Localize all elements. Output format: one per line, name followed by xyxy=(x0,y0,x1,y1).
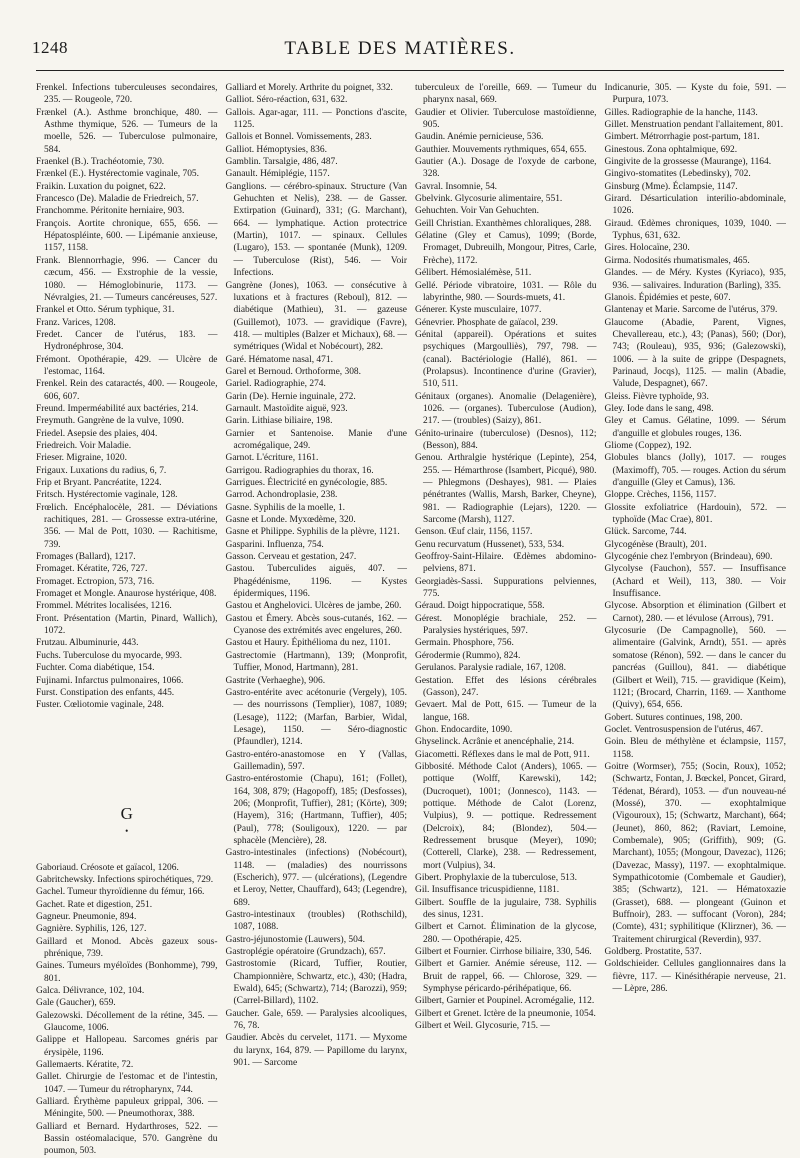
index-entry: Glaucome (Abadie, Parent, Vignes, Chevallereau, etc.), 43; (Panas), 560; (Dor), 743; (Rouleau), 935, 936; (Galezowski), 1006. — à la suite de grippe (Despagnets, Parinaud, Jocqs), 1125. — malin (Abadie, Valude, Despagnet), 667. xyxy=(604,317,786,390)
index-entry: Garrigou. Radiographies du thorax, 16. xyxy=(225,465,374,476)
index-entry: Gaudin. Anémie pernicieuse, 536. xyxy=(415,132,544,143)
index-entry: Germain. Phosphore, 756. xyxy=(415,638,514,649)
index-entry: Gallois. Agar-agar, 111. — Ponctions d'ascite, 1125. xyxy=(225,107,407,131)
index-entry: Ginestous. Zona ophtalmique, 692. xyxy=(604,144,738,155)
index-entry: Frémont. Opothérapie, 429. — Ulcère de l'estomac, 1164. xyxy=(36,354,218,377)
index-entry: Ghon. Endocardite, 1090. xyxy=(415,724,513,735)
index-entry: Galliot. Hémoptysies, 836. xyxy=(225,144,327,155)
index-entry: Girma. Nodosités rhumatismales, 465. xyxy=(604,255,750,266)
index-entry: Gagneur. Pneumonie, 894. xyxy=(36,911,137,922)
index-entry: Glycogénie chez l'embryon (Brindeau), 690. xyxy=(604,552,773,563)
index-entry: Gilbert, Garnier et Poupinel. Acromégalie, 112. xyxy=(415,996,595,1007)
index-entry: Frænkel (E.). Hystérectomie vaginale, 705. xyxy=(36,169,200,180)
index-entry: Gautier (A.). Dosage de l'oxyde de carbone, 328. xyxy=(415,157,597,180)
index-entry: Génitaux (organes). Anomalie (Delagenière), 1026. — (organes). Tuberculose (Audion), 217. — (troubles) (Saizy), 861. xyxy=(415,391,597,427)
index-entry: Freymuth. Gangrène de la vulve, 1090. xyxy=(36,416,184,427)
index-entry: Galippe et Hallopeau. Sarcomes gnéris par érysipèle, 1196. xyxy=(36,1035,218,1058)
index-entry: Gestation. Effet des lésions cérébrales (Gasson), 247. xyxy=(415,675,597,698)
index-entry: Gallemaerts. Kératite, 72. xyxy=(36,1060,134,1071)
index-entry: Genson. Œuf clair, 1156, 1157. xyxy=(415,527,533,538)
index-entry: Ginsburg (Mme). Éclampsie, 1147. xyxy=(604,181,738,192)
index-entry: Frœlich. Encéphalocèle, 281. — Déviations rachitiques, 281. — Grossesse extra-utérine, 356. — Mal de Pott, 1030. — Rachitisme, 739. xyxy=(36,502,218,550)
index-entry: Frigaux. Luxations du radius, 6, 7. xyxy=(36,465,167,476)
index-entry: Gliome (Coppez), 192. xyxy=(604,440,692,451)
index-entry: Gbelvink. Glycosurie alimentaire, 551. xyxy=(415,194,563,205)
index-entry: Gley et Camus. Gélatine, 1099. — Sérum d'anguille et globules rouges, 136. xyxy=(604,416,786,439)
index-columns xyxy=(36,82,786,1157)
index-entry: Giraud. Œdèmes chroniques, 1039, 1040. — Typhus, 631, 632. xyxy=(604,218,786,242)
index-entry: Gaboriaud. Créosote et gaïacol, 1206. xyxy=(36,862,179,873)
index-entry: Gilbert. Souffle de la jugulaire, 738. Syphilis des sinus, 1231. xyxy=(415,897,597,921)
index-entry: Gastro-entéro-anastomose en Y (Vallas, Gaillemadin), 597. xyxy=(225,749,407,772)
index-entry: Fromaget. Kératite, 726, 727. xyxy=(36,564,148,575)
index-entry: Gellé. Période vibratoire, 1031. — Rôle du labyrinthe, 980. — Sourds-muets, 41. xyxy=(415,280,597,303)
page-number: 1248 xyxy=(32,38,68,57)
index-entry: Fuchter. Coma diabétique, 154. xyxy=(36,663,155,674)
index-entry: Fromaget et Mongle. Anaurose hystérique, 408. xyxy=(36,589,217,600)
index-entry: Gastro-intestinaux (troubles) (Rothschild), 1087, 1088. xyxy=(225,910,407,933)
index-entry: Gilbert et Carnot. Élimination de la glycose, 280. — Opothérapie, 425. xyxy=(415,922,597,945)
index-entry: Glycose. Absorption et élimination (Gilbert et Carnot), 280. — et lévulose (Arrous), 791. xyxy=(604,601,786,624)
index-entry: Ganglions. — cérébro-spinaux. Structure (Van Gehuchten et Nelis), 238. — de Gasser. Extirpation (Guinard), 331; (G. Marchant), 664. — lymphatique. Action protectrice (Martin), 1017. — spinaux. Cellules (Lugaro), 153. — spontanée (Munk), 1209. — Tuberculose (Rist), 546. — Voir Infections. xyxy=(225,181,407,279)
index-entry: Gachet. Rate et digestion, 251. xyxy=(36,899,153,910)
index-entry: Glandes. — de Méry. Kystes (Kyriaco), 935, 936. — salivaires. Induration (Barling), 335. xyxy=(604,268,786,291)
index-entry: Gires. Holocaïne, 230. xyxy=(604,243,690,254)
index-entry: Galliot. Séro-réaction, 631, 632. xyxy=(225,95,348,106)
index-entry: Globules blancs (Jolly), 1017. — rouges (Maximoff), 705. — rouges. Action du sérum d'anguille (Gley et Camus), 136. xyxy=(604,453,786,488)
index-entry: Gauthier. Mouvements rythmiques, 654, 655. xyxy=(415,144,587,155)
index-entry: Franchomme. Péritonite herniaire, 903. xyxy=(36,206,185,217)
index-entry: Gilbert et Fournier. Cirrhose biliaire, 330, 546. xyxy=(415,947,592,958)
index-entry: Gagnière. Syphilis, 126, 127. xyxy=(36,924,147,935)
index-entry: Franz. Varices, 1208. xyxy=(36,317,116,328)
index-entry: Francesco (De). Maladie de Friedreich, 57. xyxy=(36,194,199,205)
index-entry: Frænkel (A.). Asthme bronchique, 480. — Asthme thymique, 526. — Tumeurs de la moelle, 526. — Tuberculose pulmonaire, 584. xyxy=(36,107,218,155)
index-entry: Fraikin. Luxation du poignet, 622. xyxy=(36,181,166,192)
index-entry: Gasparini. Influenza, 754. xyxy=(225,539,324,550)
index-entry: Gilbert et Grenet. Ictère de la pneumonie, 1054. xyxy=(415,1008,596,1019)
index-entry: Gaudier et Olivier. Tuberculose mastoïdienne, 905. xyxy=(415,107,597,131)
index-entry: Galliard et Bernard. Hydarthroses, 522. — Bassin ostéomalacique, 570. Gangrène du poumon, 503. xyxy=(36,1121,218,1157)
index-entry: Galezowski. Décollement de la rétine, 345. — Glaucome, 1006. xyxy=(36,1010,218,1033)
index-entry: Goitre (Wormser), 755; (Socin, Roux), 1052; (Schwartz, Fontan, J. Bœckel, Poncet, Girard, Tédenat, Bérard), 1053. — d'un nouveau-né (Mossé), 370. — exophtalmique (Vigouroux), 15; (Schwartz, Marchant), 664; (Jeunet), 860, 862; (Raviart, Lemoine, Combemale), 905; (Griffith), 909; (G. Marchant), 1055; (Mongour, Davezac), 1126; (Davezac, Massy), 1197. — exophtalmique. Sympathicotomie (Combemale et Gaudier), 385; (Schwartz), 121. — Hématoxazie (Grasset), 688. — plongeant (Guinon et Buffnoir), 283. — suffocant (Voron), 284; (Comte), 431; syphilitique (Klirzner), 36. — Traitement chirurgical (Reverdin), 937. xyxy=(604,761,786,945)
index-entry: Goldschieider. Cellules ganglionnaires dans la fièvre, 117. — Kinésithérapie nerveuse, 21. — Lèpre, 286. xyxy=(604,959,786,995)
index-entry: Glanois. Épidémies et peste, 607. xyxy=(604,292,731,303)
index-entry: Fuster. Cœliotomie vaginale, 248. xyxy=(36,700,164,711)
index-entry: Gastro-entérostomie (Chapu), 161; (Follet), 164, 308, 879; (Hagopoff), 185; (Desfosses), 206; (Monprofit, Tuffier), 281; (Körte), 309; (Hayem), 316; (Hartmann, Tuffier), 405; (Paul), 778; (Souligoux), 1220. — par sphacèle (Mencière), 28. xyxy=(225,774,407,846)
index-entry: Front. Présentation (Martin, Pinard, Wallich), 1072. xyxy=(36,613,218,637)
index-entry: Gilles. Radiographie de la hanche, 1143. xyxy=(604,107,758,118)
section-letter: G xyxy=(120,803,133,823)
index-entry: Gaines. Tumeurs myéloïdes (Bonhomme), 799, 801. xyxy=(36,961,218,984)
index-entry: Génerer. Kyste musculaire, 1077. xyxy=(415,305,542,316)
index-column-3 xyxy=(415,82,597,1158)
index-entry: Geoffroy-Saint-Hilaire. Œdèmes abdomino-pelviens, 871. xyxy=(415,552,597,575)
index-entry: Gastou et Anghelovici. Ulcères de jambe, 260. xyxy=(225,601,402,612)
index-entry: Frankel et Otto. Sérum typhique, 31. xyxy=(36,305,175,316)
index-entry: Glycosurie (De Campagnolle), 560. — alimentaire (Galvink, Arndt), 551. — après somatose (Rénon), 592. — dans le cancer du pancréas (Guillou), 841. — diabétique (Gilbert et Weil), 715. — gravidique (Keim), 1121; (Brocard, Charrin, 1169. — Xanthome (Quivy), 654, 656. xyxy=(604,626,786,711)
index-entry: Gil. Insuffisance tricuspidienne, 1181. xyxy=(415,885,560,896)
index-column-2 xyxy=(226,82,408,1158)
index-entry: Gariel. Radiographie, 274. xyxy=(225,379,326,390)
index-column-1 xyxy=(36,82,218,1158)
index-entry: Gasne et Philippe. Syphilis de la plèvre, 1121. xyxy=(225,527,400,538)
index-entry: Gastrite (Verhaeghe), 906. xyxy=(225,675,326,686)
index-entry: Garrigues. Électricité en gynécologie, 885. xyxy=(225,478,388,488)
index-entry: Gélibert. Hémosialémèse, 511. xyxy=(415,268,532,279)
index-entry: Gasne et Londe. Myxœdème, 320. xyxy=(225,515,356,526)
index-entry: Gastou et Haury. Épithélioma du nez, 1101. xyxy=(225,638,391,649)
index-entry: Goldberg. Prostatite, 537. xyxy=(604,947,702,958)
index-entry: Gaillard et Monod. Abcès gazeux sous-phrénique, 739. xyxy=(36,936,218,959)
page-header xyxy=(0,38,800,70)
index-column-4 xyxy=(605,82,787,1158)
index-entry: Gaudier. Abcès du cervelet, 1171. — Myxome du larynx, 164, 879. — Papillome du larynx, 901. — Sarcome xyxy=(225,1033,407,1069)
index-entry: Frutzau. Albuminurie, 443. xyxy=(36,638,139,649)
index-entry: Georgiadès-Sassi. Suppurations pelviennes, 775. xyxy=(415,576,597,600)
section-letter-mark: • xyxy=(125,825,129,836)
index-entry: Freund. Imperméabilité aux bactéries, 214. xyxy=(36,403,199,414)
page-title: TABLE DES MATIÈRES. xyxy=(284,38,516,59)
index-entry: Gélatine (Gley et Camus), 1099; (Borde, Fromaget, Dubreuilh, Mongour, Pitres, Carle, Frèche), 1172. xyxy=(415,231,597,266)
index-entry: Fritsch. Hystérectomie vaginale, 128. xyxy=(36,490,178,501)
index-entry: Gimbert. Métrorrhagie post-partum, 181. xyxy=(604,132,760,143)
index-entry: Gevaert. Mal de Pott, 615. — Tumeur de la langue, 168. xyxy=(415,700,597,723)
index-entry: Gavral. Insomnie, 54. xyxy=(415,181,498,192)
index-entry: Gastro-entérite avec acétonurie (Vergely), 105. — des nourrissons (Templier), 1087, 1089; (Lesage), 1122; (Marfan, Barbier, Widal, Lesage), 1150. — Séro-diagnostic (Pfaundler), 1214. xyxy=(225,687,407,748)
index-entry: Frieser. Migraine, 1020. xyxy=(36,453,127,464)
index-entry: Gastroplégie opératoire (Grundzach), 657. xyxy=(225,947,386,958)
index-entry: Gingivo-stomatites (Lebedinsky), 702. xyxy=(604,169,751,180)
index-entry: Fraenkel (B.). Trachéotomie, 730. xyxy=(36,157,165,168)
index-entry: Gérest. Monoplégie brachiale, 252. — Paralysies hystériques, 597. xyxy=(415,613,597,637)
index-entry: Garnault. Mastoïdite aiguë, 923. xyxy=(225,403,348,414)
index-entry: Gastro-jéjunostomie (Lauwers), 504. xyxy=(225,934,365,945)
index-entry: Garel et Bernoud. Orthoforme, 308. xyxy=(225,366,361,377)
index-entry: Gloppe. Crèches, 1156, 1157. xyxy=(604,490,717,501)
index-entry: Fromaget. Ectropion, 573, 716. xyxy=(36,576,155,587)
index-entry: Galca. Délivrance, 102, 104. xyxy=(36,985,145,996)
index-entry: Gérodermie (Rummo), 824. xyxy=(415,650,521,661)
index-entry: Galliard. Érythème papuleux grippal, 306. — Méningite, 500. — Pneumothorax, 388. xyxy=(36,1097,218,1120)
index-entry: Geill Christian. Exanthèmes chloraliques, 288. xyxy=(415,218,592,229)
index-entry: Gehuchten. Voir Van Gehuchten. xyxy=(415,206,539,217)
index-entry: Gallois et Bonnel. Vomissements, 283. xyxy=(225,132,372,143)
index-entry: Frank. Blennorrhagie, 996. — Cancer du cæcum, 456. — Exstrophie de la vessie, 1080. — Hémoglobinurie, 1173. — Névralgies, 21. — Tumeurs cancéreuses, 527. xyxy=(36,255,218,303)
index-entry: Gleiss. Fièvre typhoïde, 93. xyxy=(604,391,709,402)
index-entry: Garnier et Santenoise. Manie d'une acromégalique, 249. xyxy=(225,428,407,451)
index-entry: Gaucher. Gale, 659. — Paralysies alcooliques, 76, 78. xyxy=(225,1008,407,1032)
index-entry: Glycolyse (Fauchon), 557. — Insuffisance (Achard et Weil), 113, 380. — Voir Insuffisance. xyxy=(604,564,786,600)
index-entry: Gillet. Menstruation pendant l'allaitement, 801. xyxy=(604,120,784,131)
index-entry: Gingivite de la grossesse (Maurange), 1164. xyxy=(604,157,772,168)
index-entry: Garin. Lithiase biliaire, 198. xyxy=(225,416,333,427)
index-entry: Gilbert et Garnier. Anémie séreuse, 112. — Bruit de rappel, 66. — Chlorose, 329. — Symphyse péricardo-périhépatique, 66. xyxy=(415,959,597,995)
index-entry: Friedel. Asepsie des plaies, 404. xyxy=(36,428,158,439)
index-entry: Frip et Bryant. Pancréatite, 1224. xyxy=(36,478,162,488)
index-entry: Genu recurvatum (Hussenet), 533, 534. xyxy=(415,539,565,550)
index-entry: Fujinami. Infarctus pulmonaires, 1066. xyxy=(36,675,184,686)
index-entry: Frenkel. Infections tuberculeuses secondaires, 235. — Rougeole, 720. xyxy=(36,83,218,106)
index-entry: François. Aortite chronique, 655, 656. — Hépatospléinte, 600. — Lipémanie anxieuse, 1157, 1158. xyxy=(36,218,218,254)
index-entry: Gibbosité. Méthode Calot (Anders), 1065. — pottique (Wolff, Karewski), 142; (Ducroquet), 1001; (Jonnesco), 1143. — pottique. Méthode de Calot (Lorenz, Vulpius), 9. — pottique. Redressement (Delcroix), 84; (Blondez), 504.—Redressement brusque (Meyer), 1090; (Cotterell, Clarke), 238. — Redressement, mort (Vulpius), 34. xyxy=(415,761,597,871)
index-entry: Ghyselinck. Acrânie et anencéphalie, 214. xyxy=(415,737,575,748)
index-entry: Glantenay et Marie. Sarcome de l'utérus, 379. xyxy=(604,305,778,316)
index-entry: Génital (appareil). Opérations et suites psychiques (Margoulliès), 797, 798. — (canal). Bactériologie (Hallé), 861. — (Prolapsus). Incontinence d'urine (Gravier), 510, 511. xyxy=(415,329,597,390)
index-entry: Garin (De). Hernie inguinale, 272. xyxy=(225,391,356,402)
index-entry: Galliard et Morely. Arthrite du poignet, 332. xyxy=(225,83,393,93)
index-entry: Friedreich. Voir Maladie. xyxy=(36,440,132,451)
index-entry: Garé. Hématome nasal, 471. xyxy=(225,354,333,365)
index-entry: Goin. Bleu de méthylène et éclampsie, 1157, 1158. xyxy=(604,737,786,760)
index-entry: Génevrier. Phosphate de gaïacol, 239. xyxy=(415,317,558,328)
index-entry: tuberculeux de l'oreille, 669. — Tumeur du pharynx nasal, 669. xyxy=(415,83,597,106)
index-entry: Glycogénèse (Brault), 201. xyxy=(604,539,707,550)
index-entry: Gastou et Émery. Abcès sous-cutanés, 162. — Cyanose des extrémités avec engelures, 260. xyxy=(225,613,407,637)
index-entry: Gamblin. Tarsalgie, 486, 487. xyxy=(225,157,338,168)
index-entry: Giacometti. Réflexes dans le mal de Pott, 911. xyxy=(415,749,590,760)
index-entry: Girard. Désarticulation interilio-abdominale, 1026. xyxy=(604,194,786,217)
index-entry: Genou. Arthralgie hystérique (Lepinte), 254, 255. — Hémarthrose (Isambert, Picqué), 980. — Phlegmons (Deshayes), 981. — Plaies pénétrantes (Wallis, Marsh, Barker, Cheyne), 981. — Radiographie (Lejars), 1220. — Sarcome (Marsh), 1127. xyxy=(415,453,597,526)
index-entry: Furst. Constipation des enfants, 445. xyxy=(36,687,175,698)
index-entry: Gastrectomie (Hartmann), 139; (Monprofit, Tuffier, Monod, Hartmann), 281. xyxy=(225,650,407,674)
index-entry: Géraud. Doigt hippocratique, 558. xyxy=(415,601,545,612)
index-entry: Gobert. Sutures continues, 198, 200. xyxy=(604,712,743,723)
index-entry: Gasson. Cerveau et gestation, 247. xyxy=(225,552,357,563)
index-entry: Gachel. Tumeur thyroïdienne du fémur, 166. xyxy=(36,887,205,898)
index-entry: Fuchs. Tuberculose du myocarde, 993. xyxy=(36,650,183,661)
index-entry: Gibert. Prophylaxie de la tuberculose, 513. xyxy=(415,873,577,883)
index-entry: Fredet. Cancer de l'utérus, 183. — Hydronéphrose, 304. xyxy=(36,329,218,353)
index-entry: Garrod. Achondroplasie, 238. xyxy=(225,490,338,501)
index-entry: Gastro-intestinales (infections) (Nobécourt), 1148. — (maladies) des nourrissons (Escherich), 977. — (ulcérations), (Legendre et Leroy, Netter, Chauffard), 643; (Legendre), 689. xyxy=(225,848,407,908)
index-entry: Glück. Sarcome, 744. xyxy=(604,527,687,538)
index-entry: Gabritchewsky. Infections spirochétiques, 729. xyxy=(36,874,214,885)
index-entry: Gallet. Chirurgie de l'estomac et de l'intestin, 1047. — Tumeur du rétropharynx, 744. xyxy=(36,1072,218,1095)
index-entry: Gastrostomie (Ricard, Tuffier, Routier, Championnière, Schwartz, etc.), 430; (Hadra, Ewald), 645; (Schwartz), 714; (Barozzi), 959; (Carrel-Billard), 1102. xyxy=(225,959,407,1007)
index-entry: Ganault. Hémiplégie, 1157. xyxy=(225,169,330,180)
index-entry: Gley. Iode dans le sang, 498. xyxy=(604,403,714,414)
index-entry: Gerulanos. Paralysie radiale, 167, 1208. xyxy=(415,663,566,674)
header-rule xyxy=(36,70,784,71)
index-entry: Fromages (Ballard), 1217. xyxy=(36,552,136,563)
index-entry: Gangrène (Jones), 1063. — consécutive à luxations et à fractures (Reboul), 812. — diabétique (Mathieu), 31. — gazeuse (Guillemot), 1073. — gravidique (Favre), 418. — multiples (Balzer et Michaux), 68. — symétriques (Widal et Nobécourt), 282. xyxy=(225,280,407,353)
index-entry: Gilbert et Weil. Glycosurie, 715. — xyxy=(415,1021,550,1032)
index-entry: Indicanurie, 305. — Kyste du foie, 591. — Purpura, 1073. xyxy=(604,83,786,106)
index-entry: Garnot. L'écriture, 1161. xyxy=(225,453,319,464)
index-entry: Génito-urinaire (tuberculose) (Desnos), 112; (Besson), 884. xyxy=(415,428,597,451)
index-entry: Goclet. Ventrosuspension de l'utérus, 467. xyxy=(604,724,764,735)
index-entry: Gale (Gaucher), 659. xyxy=(36,998,116,1009)
index-entry: Gastou. Tuberculides aiguës, 407. — Phagédénisme, 1196. — Kystes épidermiques, 1196. xyxy=(225,564,407,600)
index-entry: Glossite exfoliatrice (Hardouin), 572. — typhoïde (Mac Crae), 801. xyxy=(604,502,786,526)
index-entry: Frenkel. Rein des cataractés, 400. — Rougeole, 606, 607. xyxy=(36,379,218,402)
index-entry: Gasne. Syphilis de la moelle, 1. xyxy=(225,502,346,513)
index-entry: Frommel. Métrites localisées, 1216. xyxy=(36,601,172,612)
